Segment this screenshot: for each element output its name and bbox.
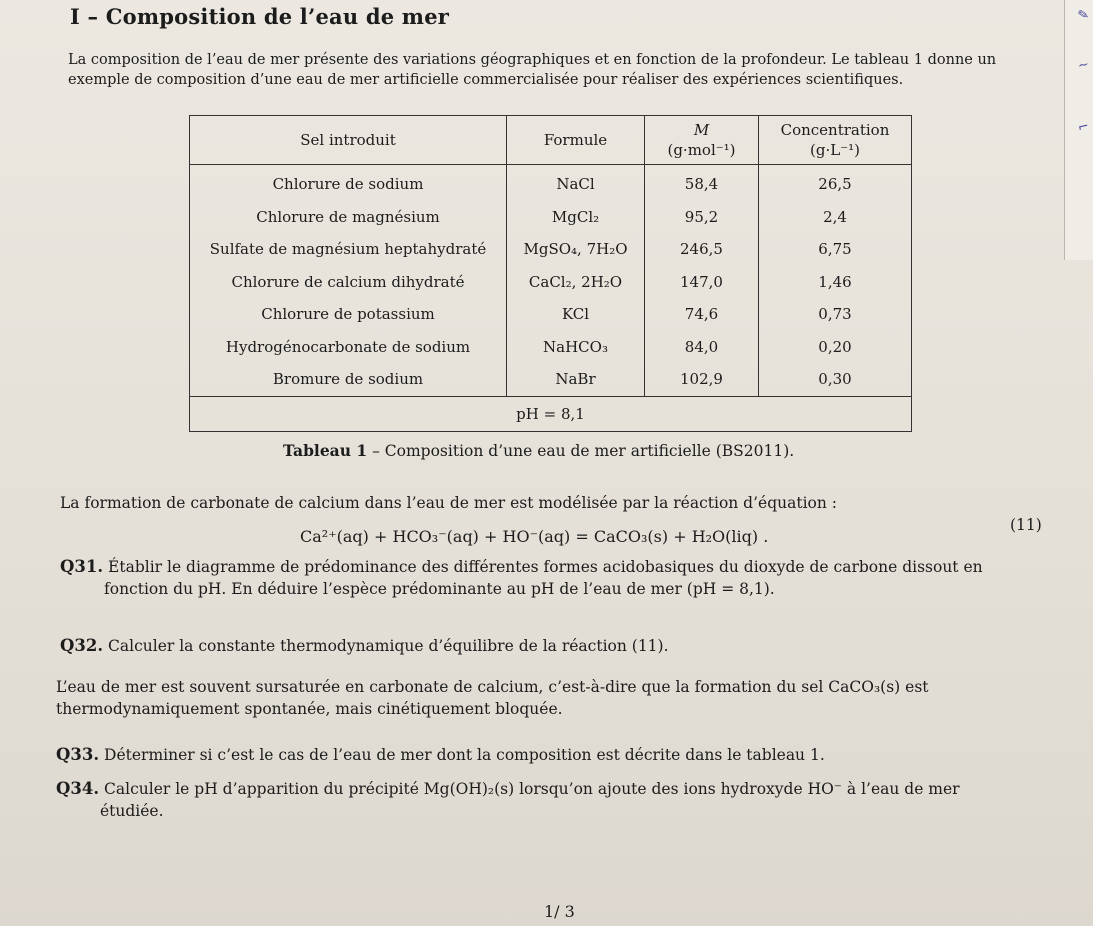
question-text-continued: étudiée.	[100, 802, 164, 820]
formula-cell: MgSO₄, 7H₂O	[507, 233, 645, 266]
concentration-cell: 0,20	[759, 331, 912, 364]
handwriting-mark: ⌐	[1076, 119, 1091, 136]
ph-cell: pH = 8,1	[190, 396, 912, 431]
handwriting-mark: ✎	[1076, 7, 1091, 24]
molar-mass-cell: 147,0	[645, 266, 759, 299]
molar-mass-cell: 74,6	[645, 298, 759, 331]
composition-table	[189, 115, 912, 432]
formation-paragraph: La formation de carbonate de calcium dans l’eau de mer est modélisée par la réaction d’équation :	[60, 494, 837, 512]
section-title: I – Composition de l’eau de mer	[70, 4, 450, 29]
salt-cell: Hydrogénocarbonate de sodium	[190, 331, 507, 364]
molar-mass-symbol: M	[693, 121, 710, 139]
formula-cell: NaHCO₃	[507, 331, 645, 364]
question-q32	[60, 635, 669, 657]
salt-cell: Chlorure de sodium	[190, 165, 507, 201]
header-concentration	[759, 116, 912, 165]
question-text: Calculer la constante thermodynamique d’équilibre de la réaction (11).	[108, 637, 669, 655]
concentration-cell: 6,75	[759, 233, 912, 266]
molar-mass-unit: (g·mol⁻¹)	[667, 141, 736, 159]
formula-cell: CaCl₂, 2H₂O	[507, 266, 645, 299]
handwriting-mark: ~	[1076, 57, 1091, 74]
equation-number: (11)	[1010, 516, 1042, 534]
table-row	[190, 233, 912, 266]
formula-cell: MgCl₂	[507, 201, 645, 234]
question-q34	[56, 778, 1076, 822]
table-header-row	[190, 116, 912, 165]
question-label: Q32.	[60, 636, 104, 655]
reaction-equation: Ca²⁺(aq) + HCO₃⁻(aq) + HO⁻(aq) = CaCO₃(s) + H₂O(liq) .	[300, 527, 769, 546]
concentration-cell: 26,5	[759, 165, 912, 201]
concentration-label: Concentration	[780, 121, 890, 139]
table-caption	[283, 441, 794, 460]
page-number: 1/ 3	[544, 902, 575, 921]
question-q31	[60, 556, 1050, 600]
header-salt: Sel introduit	[190, 116, 507, 165]
caption-text: – Composition d’une eau de mer artificielle (BS2011).	[367, 442, 795, 460]
table-row	[190, 266, 912, 299]
salt-cell: Sulfate de magnésium heptahydraté	[190, 233, 507, 266]
molar-mass-cell: 102,9	[645, 363, 759, 396]
molar-mass-cell: 84,0	[645, 331, 759, 364]
header-formula: Formule	[507, 116, 645, 165]
header-molar-mass	[645, 116, 759, 165]
salt-cell: Bromure de sodium	[190, 363, 507, 396]
salt-cell: Chlorure de magnésium	[190, 201, 507, 234]
molar-mass-cell: 246,5	[645, 233, 759, 266]
question-q33	[56, 744, 825, 766]
question-text: Calculer le pH d’apparition du précipité Mg(OH)₂(s) lorsqu’on ajoute des ions hydroxyde HO⁻ à l’eau de mer	[104, 780, 960, 798]
supersaturation-paragraph: L’eau de mer est souvent sursaturée en carbonate de calcium, c’est-à-dire que la formation du sel CaCO₃(s) est thermodynamiquement spontanée, mais cinétiquement bloquée.	[56, 678, 929, 718]
ph-row	[190, 396, 912, 431]
concentration-cell: 2,4	[759, 201, 912, 234]
intro-paragraph: La composition de l’eau de mer présente des variations géographiques et en fonction de la profondeur. Le tableau 1 donne un exemple de composition d’une eau de mer artificielle commercialisée pour réaliser des expériences scientifiques.	[68, 52, 997, 88]
question-label: Q34.	[56, 779, 100, 798]
molar-mass-cell: 95,2	[645, 201, 759, 234]
formula-cell: NaCl	[507, 165, 645, 201]
question-text: Déterminer si c’est le cas de l’eau de mer dont la composition est décrite dans le tableau 1.	[104, 746, 825, 764]
formula-cell: NaBr	[507, 363, 645, 396]
question-label: Q31.	[60, 557, 104, 576]
table-row	[190, 298, 912, 331]
concentration-cell: 1,46	[759, 266, 912, 299]
formula-cell: KCl	[507, 298, 645, 331]
salt-cell: Chlorure de potassium	[190, 298, 507, 331]
table-row	[190, 165, 912, 201]
molar-mass-cell: 58,4	[645, 165, 759, 201]
concentration-unit: (g·L⁻¹)	[810, 141, 860, 159]
question-text: Établir le diagramme de prédominance des différentes formes acidobasiques du dioxyde de carbone dissout en	[108, 558, 983, 576]
caption-label: Tableau 1	[283, 441, 368, 460]
table-row	[190, 331, 912, 364]
table-row	[190, 363, 912, 396]
concentration-cell: 0,30	[759, 363, 912, 396]
question-label: Q33.	[56, 745, 100, 764]
concentration-cell: 0,73	[759, 298, 912, 331]
question-text-continued: fonction du pH. En déduire l’espèce prédominante au pH de l’eau de mer (pH = 8,1).	[104, 580, 775, 598]
adjacent-page-edge	[1064, 0, 1093, 260]
salt-cell: Chlorure de calcium dihydraté	[190, 266, 507, 299]
table-row	[190, 201, 912, 234]
